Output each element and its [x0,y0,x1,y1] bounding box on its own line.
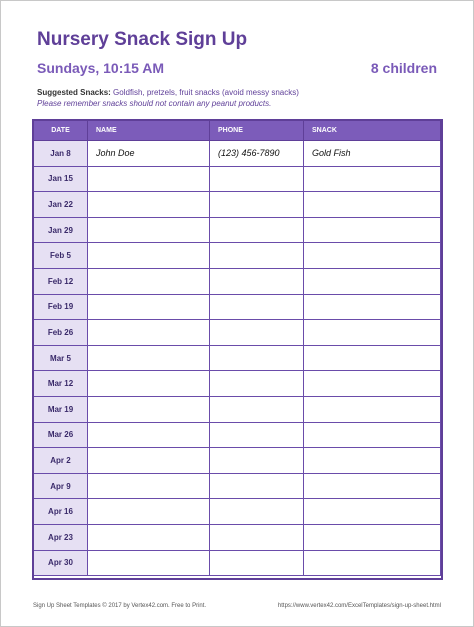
table-row [34,422,441,448]
name-cell[interactable] [88,371,210,397]
phone-cell[interactable]: (123) 456-7890 [210,141,304,167]
snack-cell[interactable] [304,524,441,550]
table-header-row [34,121,441,141]
name-cell[interactable] [88,192,210,218]
footer-copyright: Sign Up Sheet Templates © 2017 by Vertex42.com. Free to Print. [33,603,207,609]
name-cell[interactable] [88,294,210,320]
snack-cell[interactable] [304,166,441,192]
date-cell: Jan 15 [34,166,88,192]
footer-url: https://www.vertex42.com/ExcelTemplates/sign-up-sheet.html [277,603,441,609]
name-cell[interactable] [88,550,210,576]
table-row [34,294,441,320]
table-row [34,550,441,576]
page-title: Nursery Snack Sign Up [37,29,248,50]
date-cell: Feb 12 [34,268,88,294]
table-row [34,320,441,346]
date-cell: Jan 29 [34,217,88,243]
date-cell: Apr 2 [34,448,88,474]
phone-cell[interactable] [210,320,304,346]
phone-cell[interactable] [210,473,304,499]
signup-table [33,120,441,576]
table-row [34,448,441,474]
table-row [34,345,441,371]
phone-cell[interactable] [210,268,304,294]
phone-cell[interactable] [210,396,304,422]
date-cell: Mar 26 [34,422,88,448]
date-cell: Apr 16 [34,499,88,525]
phone-cell[interactable] [210,345,304,371]
date-cell: Apr 9 [34,473,88,499]
date-cell: Feb 5 [34,243,88,269]
header-date: DATE [34,121,88,141]
name-cell[interactable] [88,396,210,422]
schedule-text: Sundays, 10:15 AM [37,60,165,76]
phone-cell[interactable] [210,499,304,525]
peanut-note: Please remember snacks should not contain any peanut products. [37,99,272,108]
table-row [34,192,441,218]
date-cell: Mar 19 [34,396,88,422]
name-cell[interactable] [88,217,210,243]
date-cell: Mar 12 [34,371,88,397]
children-count: 8 children [370,60,437,76]
name-cell[interactable] [88,320,210,346]
date-cell: Jan 8 [34,141,88,167]
snack-cell[interactable] [304,192,441,218]
name-cell[interactable] [88,166,210,192]
phone-cell[interactable] [210,448,304,474]
phone-cell[interactable] [210,524,304,550]
date-cell: Apr 30 [34,550,88,576]
table-row [34,524,441,550]
name-cell[interactable] [88,243,210,269]
snack-cell[interactable] [304,320,441,346]
snack-cell[interactable] [304,294,441,320]
snack-cell[interactable] [304,550,441,576]
header-snack: SNACK [304,121,441,141]
name-cell[interactable] [88,448,210,474]
date-cell: Jan 22 [34,192,88,218]
phone-cell[interactable] [210,422,304,448]
name-cell[interactable] [88,422,210,448]
date-cell: Feb 26 [34,320,88,346]
snack-cell[interactable] [304,396,441,422]
table-row [34,499,441,525]
snack-cell[interactable] [304,243,441,269]
phone-cell[interactable] [210,371,304,397]
snack-cell[interactable] [304,268,441,294]
snack-cell[interactable] [304,499,441,525]
header-name: NAME [88,121,210,141]
date-cell: Apr 23 [34,524,88,550]
date-cell: Feb 19 [34,294,88,320]
suggested-snacks [37,88,299,97]
name-cell[interactable] [88,268,210,294]
snack-cell[interactable]: Gold Fish [304,141,441,167]
snack-cell[interactable] [304,217,441,243]
name-cell[interactable] [88,499,210,525]
table-row [34,166,441,192]
name-cell[interactable] [88,524,210,550]
table-row [34,473,441,499]
phone-cell[interactable] [210,192,304,218]
table-row [34,396,441,422]
table-row [34,243,441,269]
phone-cell[interactable] [210,217,304,243]
snack-cell[interactable] [304,448,441,474]
snack-cell[interactable] [304,345,441,371]
table-row [34,217,441,243]
table-row [34,371,441,397]
phone-cell[interactable] [210,166,304,192]
name-cell[interactable] [88,345,210,371]
phone-cell[interactable] [210,243,304,269]
header-phone: PHONE [210,121,304,141]
suggested-text: Goldfish, pretzels, fruit snacks (avoid messy snacks) [113,88,299,97]
snack-cell[interactable] [304,371,441,397]
date-cell: Mar 5 [34,345,88,371]
phone-cell[interactable] [210,550,304,576]
table-row [34,268,441,294]
table-row [34,141,441,167]
phone-cell[interactable] [210,294,304,320]
suggested-label: Suggested Snacks: [37,88,111,97]
snack-cell[interactable] [304,422,441,448]
snack-cell[interactable] [304,473,441,499]
name-cell[interactable] [88,473,210,499]
name-cell[interactable]: John Doe [88,141,210,167]
